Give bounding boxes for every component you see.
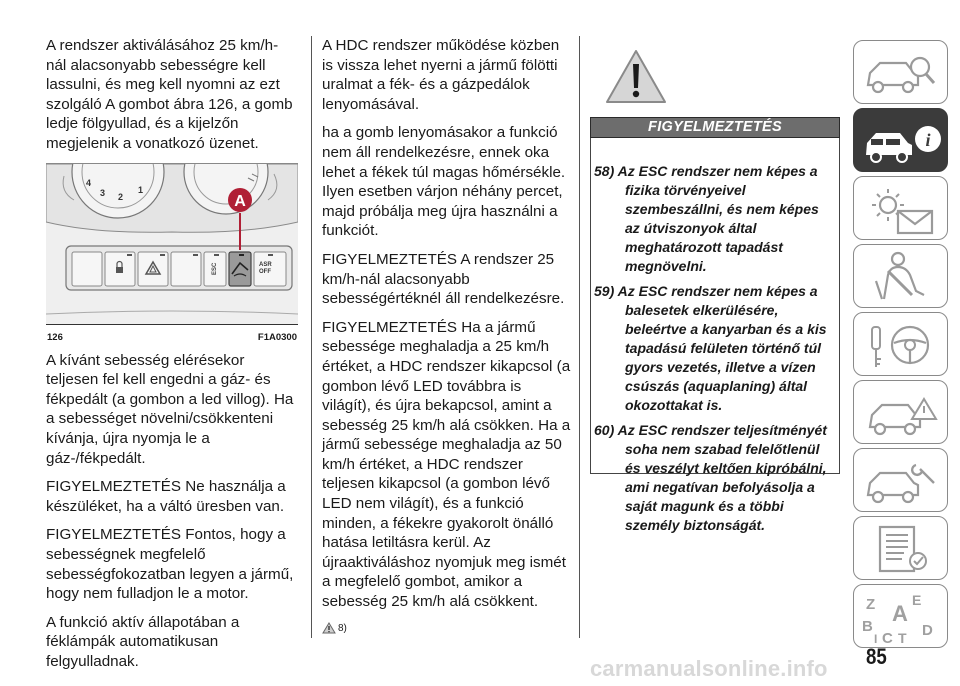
spec-list-icon — [854, 517, 948, 580]
warning-item: 59) Az ESC rendszer nem képes a balesetek elkerülésére, beleértve a kanyarban és a kis tapadású felületen történő túl gyors vezetés, illetve a vízen csúszás (aquaplaning) által okozottakat is. — [594, 283, 827, 413]
figure-126 — [46, 163, 298, 341]
dashboard-buttons-illustration — [46, 164, 298, 341]
car-info-icon — [854, 109, 948, 172]
paragraph: FIGYELMEZTETÉS A rendszer 25 km/h-nál alacsonyabb sebességértéknél áll rendelkezésre. — [322, 250, 565, 308]
dial-number: 3 — [100, 187, 106, 198]
tab-car-search[interactable] — [853, 40, 948, 104]
column-divider — [579, 36, 580, 638]
figure-caption — [46, 324, 298, 341]
site-watermark: carmanualsonline.info — [590, 656, 828, 681]
dial-number: 1 — [138, 184, 144, 195]
tab-technical-data[interactable] — [853, 516, 948, 580]
steering-key-icon — [854, 313, 948, 376]
tab-index[interactable] — [853, 584, 948, 648]
warning-note-reference[interactable] — [322, 619, 572, 639]
note-number: 8) — [338, 622, 347, 634]
paragraph: A HDC rendszer működése közben is vissza lehet nyerni a jármű fölötti uralmat a fék- és a gázpedálok lenyomásával. — [322, 37, 560, 113]
button-label: OFF — [259, 268, 271, 275]
warning-triangle-icon — [604, 48, 668, 106]
column-divider — [311, 36, 312, 638]
tab-car-info[interactable] — [853, 108, 948, 172]
warning-item: 58) Az ESC rendszer nem képes a fizika törvényeivel szembeszállni, és nem képes az útviszonyok által meghatározott tapadást megnövelni. — [594, 163, 819, 274]
index-letter: E — [912, 592, 922, 608]
svg-text:ESC: ESC — [212, 262, 218, 275]
alphabet-index-icon — [854, 585, 948, 648]
index-letter: B — [862, 618, 873, 635]
small-warning-icon — [322, 622, 336, 634]
tab-starting-driving[interactable] — [853, 312, 948, 376]
paragraph: FIGYELMEZTETÉS Ha a jármű sebessége meghaladja a 25 km/h értéket, a HDC rendszer kikapcsol (a gombon lévő LED továbbra is világít), és újra bekapcsol, amint a sebesség 25 km/h alá csökken. Ha a jármű sebessége meghaladja az 50 km/h értéket, a HDC rendszer teljesen kikapcsol (a gombon lévő LED nem világít), és a funkció minden, a fékekre gyakorolt önálló hatása letiltásra kerül. Az újraaktiváláshoz nyomjuk meg ismét a megfelelő gombot, amikor a sebesség 25 km/h alá csökkent. — [322, 318, 571, 611]
paragraph: A rendszer aktiválásához 25 km/h-nál alacsonyabb sebességre kell lassulni, és meg kell nyomni az ezt szolgáló A gombot ábra 126, a gomb ledje fölgyullad, és a kijelzőn megjelenik a vonatkozó üzenet. — [46, 37, 293, 152]
paragraph: FIGYELMEZTETÉS Ne használja a készüléket, ha a váltó üresben van. — [46, 478, 286, 515]
figure-number: 126 — [47, 331, 63, 341]
page-number: 85 — [866, 644, 887, 669]
index-letter: A — [892, 601, 908, 626]
warning-section — [590, 36, 840, 533]
text-column-left — [46, 36, 298, 680]
text-column-middle — [322, 36, 572, 638]
paragraph: FIGYELMEZTETÉS Fontos, hogy a sebességnek megfelelő sebességfokozatban legyen a jármű, hogy nem fulladjon le a motor. — [46, 526, 294, 603]
paragraph: ha a gomb lenyomásakor a funkció nem áll rendelkezésre, ennek oka lehet a fékek túl magas hőmérsékle. Ilyen esetben várjon néhány percet, majd próbálja meg újra használni a funkciót. — [322, 124, 566, 240]
callout-letter: A — [234, 192, 246, 210]
car-service-icon — [854, 449, 948, 512]
index-letter: Z — [866, 596, 876, 613]
car-search-icon — [854, 41, 948, 104]
dial-number: 4 — [86, 177, 92, 188]
warning-header: FIGYELMEZTETÉS — [590, 117, 840, 138]
tab-maintenance[interactable] — [853, 448, 948, 512]
tab-emergency[interactable] — [853, 380, 948, 444]
index-letter: C — [882, 630, 893, 647]
index-letter: D — [922, 622, 933, 639]
paragraph: A kívánt sebesség elérésekor teljesen fel kell engedni a gáz- és fékpedált (a gombon a led villog). Ha a sebességet növelni/csökkenteni kívánja, újra nyomja le a gáz-/fékpedált. — [46, 351, 294, 467]
seat-belt-icon — [854, 245, 948, 308]
index-letter: T — [898, 630, 907, 646]
index-letter: I — [874, 632, 878, 646]
dial-number: 2 — [118, 191, 124, 202]
figure-code: F1A0300 — [257, 331, 297, 341]
svg-text:i: i — [925, 130, 931, 150]
button-label: ASR — [259, 261, 272, 268]
light-message-icon — [854, 177, 948, 240]
tab-lights-messages[interactable] — [853, 176, 948, 240]
warning-box — [590, 138, 840, 533]
paragraph: A funkció aktív állapotában a féklámpák automatikusan felgyulladnak. — [46, 613, 240, 670]
tab-safety[interactable] — [853, 244, 948, 308]
car-warning-icon — [854, 381, 948, 444]
warning-item: 60) Az ESC rendszer teljesítményét soha nem szabad felelőtlenül és veszélyt keltően kipróbálni, ami negatívan befolyásolja a saját magunk és a többi személy biztonságát. — [594, 422, 827, 533]
